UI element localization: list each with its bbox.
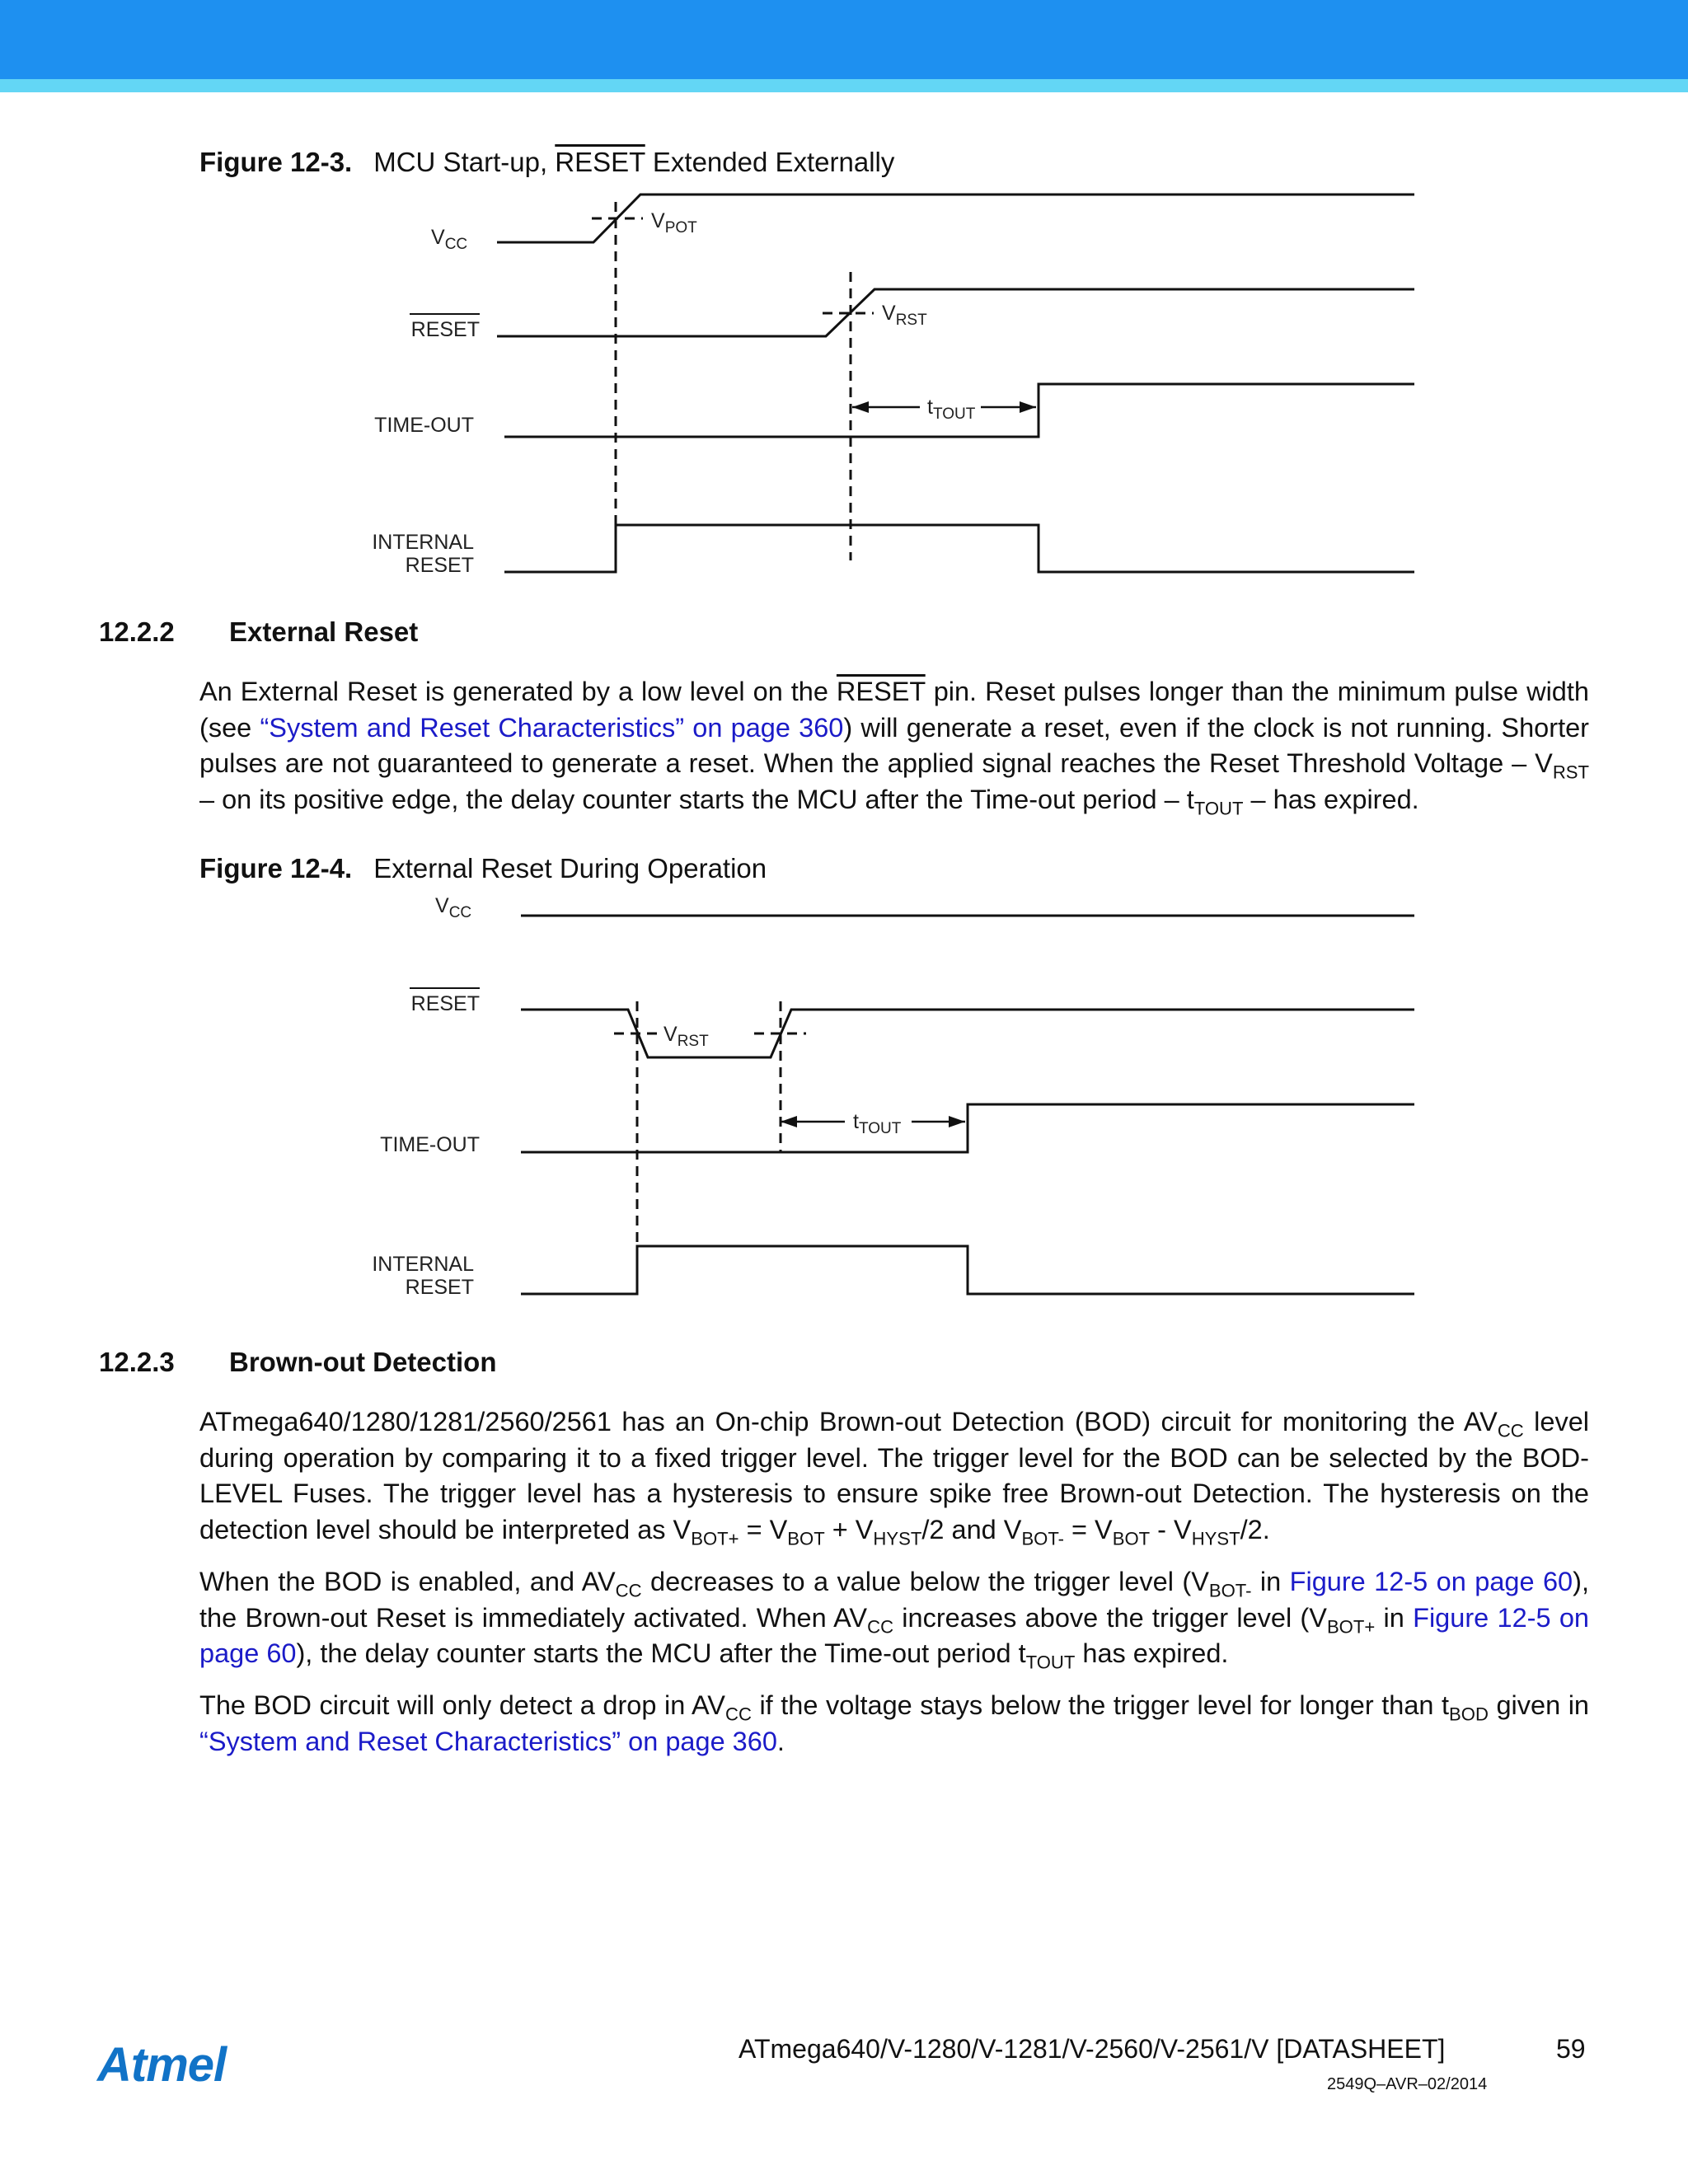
reset-overline-text: RESET: [555, 147, 645, 177]
vpot-annotation: $V_{POT}$: [651, 209, 697, 237]
external-reset-paragraph: An External Reset is generated by a low level on the RESET pin. Reset pulses longer than the minimum pulse width (see “System and Reset Characteristics” on page 360) will generate a reset, even if the clock is not running. Shorter pulses are not guaranteed to generate a reset. When the applied signal reaches the Reset Threshold Voltage – $V_{RST}$ – on its positive edge, the delay counter starts the MCU after the Time-out period – $t_{TOUT}$ – has expired.: [199, 677, 1589, 819]
ttout-annotation: $t_{TOUT}$: [927, 396, 976, 423]
figure-12-3-timing-diagram: [0, 0, 1688, 593]
figure-12-5-link[interactable]: Figure 12-5 on page 60: [1289, 1567, 1573, 1596]
timeout-waveform: [521, 1104, 1414, 1152]
arrow-left-icon: [781, 1116, 797, 1127]
document-code: 2549Q–AVR–02/2014: [1327, 2075, 1488, 2093]
figure-title: External Reset During Operation: [373, 853, 767, 883]
internal-reset-label: INTERNAL: [372, 1253, 474, 1276]
brown-out-paragraph-2: When the BOD is enabled, and $AV_{CC}$ decreases to a value below the trigger level ($V_{BOT-}$ in Figure 12-5 on page 60), the Brown-out Reset is immediately activated. When $AV_{CC}$ increases above the trigger level ($V_{BOT+}$ in Figure 12-5 on page 60), the delay counter starts the MCU after the Time-out period $t_{TOUT}$ has expired.: [199, 1567, 1589, 1673]
document-title: ATmega640/V-1280/V-1281/V-2560/V-2561/V [DATASHEET]: [738, 2034, 1446, 2064]
section-title: Brown-out Detection: [229, 1347, 497, 1377]
atmel-logo: Atmel: [97, 2038, 227, 2092]
arrow-right-icon: [949, 1116, 965, 1127]
section-heading-12-2-3: [99, 1347, 496, 1378]
figure-12-4-timing-diagram: [0, 890, 1688, 1319]
timeout-label: TIME-OUT: [374, 414, 474, 437]
reset-label: RESET: [410, 992, 480, 1015]
page-number: 59: [1556, 2034, 1586, 2064]
figure-title-text: MCU Start-up,: [373, 147, 556, 177]
arrow-right-icon: [1020, 401, 1036, 413]
vrst-annotation: $V_{RST}$: [663, 1023, 709, 1050]
internal-reset-label-2: RESET: [405, 554, 474, 577]
figure-title-text: Extended Externally: [645, 147, 895, 177]
arrow-left-icon: [852, 401, 869, 413]
internal-reset-waveform: [504, 525, 1414, 572]
ttout-annotation: $t_{TOUT}$: [853, 1110, 902, 1137]
figure-12-4-caption: [199, 853, 767, 884]
reset-waveform: [497, 289, 1414, 336]
reset-label: RESET: [410, 318, 480, 341]
section-number: 12.2.3: [99, 1347, 175, 1377]
system-reset-characteristics-link[interactable]: “System and Reset Characteristics” on page 360: [260, 712, 844, 743]
internal-reset-label-2: RESET: [405, 1276, 474, 1299]
section-heading-12-2-2: [99, 616, 418, 648]
section-number: 12.2.2: [99, 616, 175, 647]
vrst-annotation: $V_{RST}$: [882, 302, 927, 329]
internal-reset-waveform: [521, 1246, 1414, 1294]
vcc-label: $V_{CC}$: [431, 226, 468, 253]
figure-number: Figure 12-3.: [199, 147, 353, 177]
figure-number: Figure 12-4.: [199, 853, 353, 883]
vcc-label: $V_{CC}$: [435, 894, 472, 921]
section-title: External Reset: [229, 616, 419, 647]
figure-12-5-link[interactable]: Figure 12-5 on page 60: [199, 1602, 1589, 1668]
brown-out-paragraph-1: ATmega640/1280/1281/2560/2561 has an On-chip Brown-out Detection (BOD) circuit for monitoring the $AV_{CC}$ level during operation by comparing it to a fixed trigger level. The trigger level for the BOD can be selected by the BODLEVEL Fuses. The trigger level has a hysteresis to ensure spike free Brown-out Detection. The hysteresis on the detection level should be interpreted as $V_{BOT+} = V_{BOT} + V_{HYST}/2$ and $V_{BOT-} = V_{BOT} - V_{HYST}/2$.: [199, 1407, 1589, 1549]
timeout-label: TIME-OUT: [380, 1133, 480, 1156]
brown-out-paragraph-3: The BOD circuit will only detect a drop in $AV_{CC}$ if the voltage stays below the trigger level for longer than $t_{BOD}$ given in “System and Reset Characteristics” on page 360.: [199, 1690, 1589, 1756]
internal-reset-label: INTERNAL: [372, 531, 474, 554]
system-reset-characteristics-link[interactable]: “System and Reset Characteristics” on page 360: [199, 1726, 777, 1756]
